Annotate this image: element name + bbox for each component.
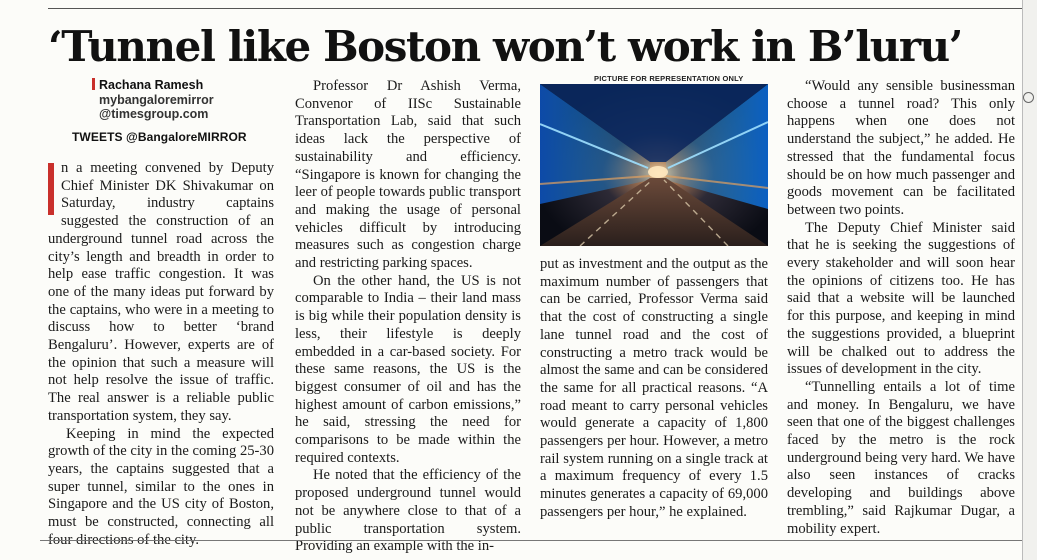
paragraph: put as investment and the output as the maximum number of passengers that can be carried, Professor Verma said that the cost of constructing a single lane tunnel road and the cost of constructing a metro track would be almost the same and can be considered the same for all practical reasons. “A road meant to carry personal vehicles would generate a capacity of 1,800 passengers per hour. However, a metro rail system running on a single track at a maximum frequency of every 1.5 minutes generates a capacity of 69,000 passengers per hour,” he explained. <box>540 256 768 520</box>
paragraph: “Would any sensible businessman choose a tunnel road? This only happens when one does not understand the subject,” he added. He stressed that the fundamental focus should be on how much passenger and goods movement can be facilitated between two points. <box>787 78 1015 218</box>
paragraph: On the other hand, the US is not comparable to India – their land mass is big while their population density is less, their lifestyle is deeply embedded in a car-based society. For these same reasons, the US is the biggest consumer of oil and has the highest amount of carbon emissions,” he said, stressing the need for comparisons to be made within the required contexts. <box>295 272 521 466</box>
paragraph: Professor Dr Ashish Verma, Convenor of IISc Sustainable Transportation Lab, said that such ideas lack the perspective of sustainability and efficiency. “Singapore is known for changing the leer of people towards public transport and making the usage of personal vehicles difficult by introducing measures such as congestion charge and restricting parking spaces. <box>295 78 521 272</box>
author-email-line1: mybangaloremirror <box>99 92 214 107</box>
drop-cap-bar <box>48 163 54 215</box>
paragraph-text: n a meeting convened by Deputy Chief Minister DK Shivakumar on Saturday, industry captains suggested the construction of an underground tunnel road across the city’s length and breadth in order to help ease traffic congestion. It was one of the many ideas put forward by the captains, who were in a meeting to discuss how to better ‘brand Bengaluru’. However, experts are of the opinion that such a measure will not help resolve the issue of traffic. The real answer is a reliable public transportation system, they say. <box>48 160 274 424</box>
top-rule <box>48 8 1028 9</box>
byline-marker <box>92 78 95 90</box>
binder-ring-icon <box>1023 92 1034 103</box>
tweets-handle: TWEETS @BangaloreMIRROR <box>72 130 247 144</box>
headline: ‘Tunnel like Boston won’t work in B’luru’ <box>48 22 962 71</box>
lead-paragraph <box>48 160 274 426</box>
paragraph: He noted that the efficiency of the proposed underground tunnel would not be anywhere close to that of a public transportation system. Providing an example with the in- <box>295 467 521 555</box>
paragraph: Keeping in mind the expected growth of the city in the coming 25-30 years, the captains suggested that a super tunnel, similar to the ones in Singapore and the US city of Boston, must be constructed, connecting all four directions of the city. <box>48 425 274 548</box>
photo-caption: PICTURE FOR REPRESENTATION ONLY <box>594 74 744 83</box>
article-column-3 <box>540 256 768 522</box>
page-edge <box>1022 0 1037 560</box>
author-name: Rachana Ramesh <box>99 78 204 92</box>
article-column-4 <box>787 78 1015 538</box>
article-column-2 <box>295 78 521 556</box>
bottom-rule <box>40 540 1030 541</box>
paragraph: “Tunnelling entails a lot of time and money. In Bengaluru, we have seen that one of the biggest challenges faced by the metro is the rock underground being very hard. We have also seen instances of cracks developing and buildings above trembling,” said Rajkumar Dugar, a mobility expert. <box>787 378 1015 537</box>
author-email-line2: @timesgroup.com <box>99 107 209 121</box>
byline <box>92 78 257 122</box>
tunnel-road-photo <box>540 84 768 246</box>
article-column-1 <box>48 160 274 549</box>
paragraph: The Deputy Chief Minister said that he is seeking the suggestions of every stakeholder and will soon hear the opinions of citizens too. He has said that a website will be launched for this purpose, and keeping in mind the suggestions provided, a blueprint will be chalked out to address the issues of development in the city. <box>787 219 1015 378</box>
